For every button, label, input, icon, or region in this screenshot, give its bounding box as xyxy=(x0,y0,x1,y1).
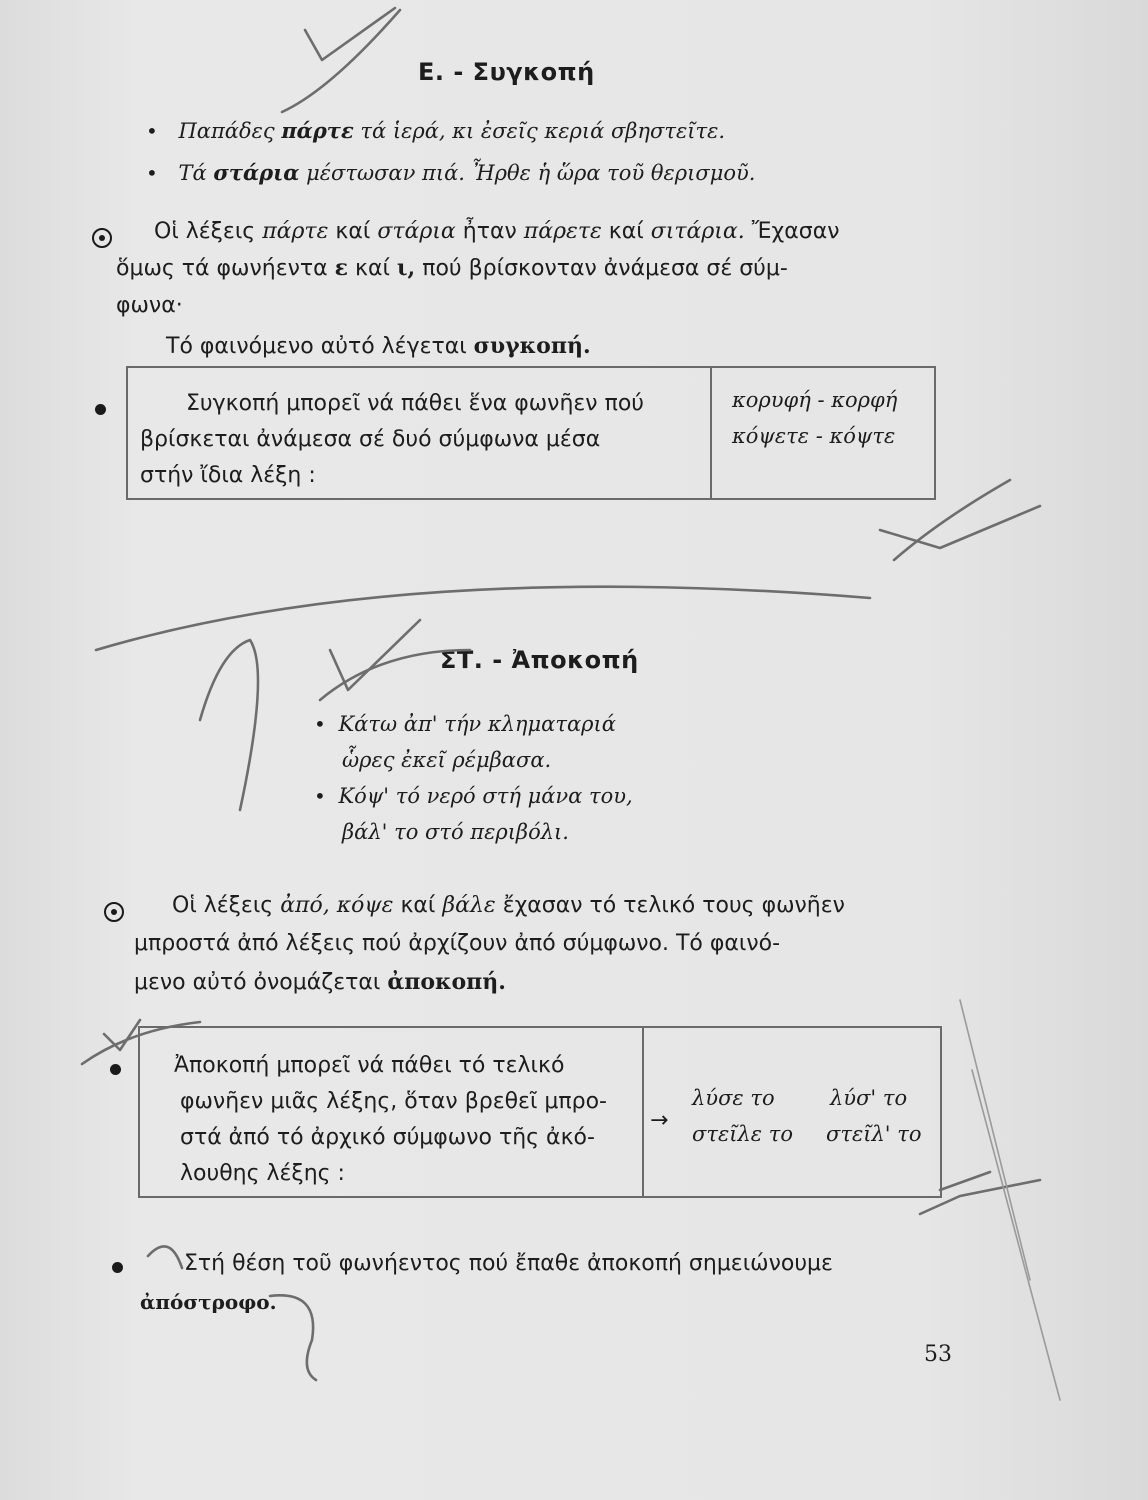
circle-bullet-icon xyxy=(92,228,112,248)
apostrophe-note: Στή θέση τοῦ φωνήεντος πού ἔπαθε ἀποκοπή σημειώνουμε xyxy=(184,1251,833,1276)
example-line: ὧρες ἐκεῖ ρέμβασα. xyxy=(342,748,552,772)
text: Οἱ λέξεις xyxy=(172,893,281,918)
example-text: Κάτω ἀπ' τήν κληματαριά xyxy=(338,712,616,736)
text: ἔχασαν τό τελικό τους φωνῆεν xyxy=(495,893,845,918)
rule-example: κόψετε - κόψτε xyxy=(732,424,896,448)
apostrophe-term: ἀπόστροφο. xyxy=(140,1290,277,1314)
example-text: μέστωσαν πιά. Ἦρθε ἡ ὥρα τοῦ θερισμοῦ. xyxy=(299,161,756,185)
rule-line: Ἀποκοπή μπορεῖ νά πάθει τό τελικό xyxy=(174,1053,565,1078)
explanation-line: μπροστά ἀπό λέξεις πού ἀρχίζουν ἀπό σύμφωνο. Τό φαινό- xyxy=(134,931,781,956)
example-text: Τά xyxy=(178,161,214,185)
example-text: τά ἱερά, κι ἐσεῖς κεριά σβηστεῖτε. xyxy=(353,119,726,143)
explanation-line xyxy=(172,886,845,926)
section-e-heading: Ε. - Συγκοπή xyxy=(418,58,595,86)
italic-word: βάλε xyxy=(442,893,496,918)
italic-word: σιτάρια. xyxy=(650,219,745,244)
rule-example: λύσ' το xyxy=(830,1086,908,1110)
section-st-heading: ΣΤ. - Ἀποκοπή xyxy=(440,646,639,674)
syncope-rule-box xyxy=(126,366,936,500)
example-bold-word: πάρτε xyxy=(281,118,354,143)
text: μενο αὐτό ὀνομάζεται xyxy=(134,970,388,995)
text: καί xyxy=(393,893,443,918)
text: πού βρίσκονταν ἀνάμεσα σέ σύμ- xyxy=(415,256,788,281)
rule-line: Συγκοπή μπορεῖ νά πάθει ἕνα φωνῆεν πού xyxy=(186,391,645,416)
arrow-right-icon: → xyxy=(650,1108,669,1133)
rule-line: στά ἀπό τό ἀρχικό σύμφωνο τῆς ἀκό- xyxy=(180,1125,595,1150)
bold-letter: ε xyxy=(334,255,348,281)
explanation-line xyxy=(134,962,506,1003)
text: ὅμως τά φωνήεντα xyxy=(116,256,335,281)
rule-line: φωνῆεν μιᾶς λέξης, ὅταν βρεθεῖ μπρο- xyxy=(180,1089,607,1114)
term-apocope: ἀποκοπή. xyxy=(387,969,506,995)
example-line xyxy=(314,784,633,808)
italic-word: πάρτε xyxy=(262,219,329,244)
rule-line: βρίσκεται ἀνάμεσα σέ δυό σύμφωνα μέσα xyxy=(140,427,601,452)
text: ἦταν xyxy=(455,219,524,244)
page-number: 53 xyxy=(924,1342,952,1367)
example-text: Παπάδες xyxy=(178,119,282,143)
text: καί xyxy=(601,219,651,244)
italic-word: στάρια xyxy=(377,219,456,244)
bullet: • xyxy=(146,119,158,143)
example-bold-word: στάρια xyxy=(213,160,300,185)
text: Τό φαινόμενο αὐτό λέγεται xyxy=(166,334,474,359)
rule-example: κορυφή - κορφή xyxy=(732,388,898,412)
example-line xyxy=(314,712,616,736)
example-line: βάλ' το στό περιβόλι. xyxy=(342,820,569,844)
rule-line: στήν ἴδια λέξη : xyxy=(140,463,316,488)
explanation-line xyxy=(116,248,788,289)
text: Ἔχασαν xyxy=(744,219,840,244)
italic-word: ἀπό, κόψε xyxy=(280,893,394,918)
bullet-icon xyxy=(112,1262,123,1273)
rule-example: στεῖλε το xyxy=(692,1122,793,1146)
bullet-icon xyxy=(110,1064,121,1075)
example-line xyxy=(146,160,755,185)
circle-bullet-icon xyxy=(104,902,124,922)
text: καί xyxy=(328,219,378,244)
box-divider xyxy=(710,368,712,498)
example-line xyxy=(146,118,725,143)
box-divider xyxy=(642,1028,644,1196)
rule-line: λουθης λέξης : xyxy=(180,1161,345,1186)
rule-example: λύσε το xyxy=(692,1086,775,1110)
explanation-line xyxy=(154,212,840,252)
bullet: • xyxy=(146,161,158,185)
rule-example: στεῖλ' το xyxy=(826,1122,922,1146)
italic-word: πάρετε xyxy=(523,219,602,244)
bold-letter: ι, xyxy=(396,255,416,281)
bullet: • xyxy=(314,784,326,808)
text: καί xyxy=(348,256,397,281)
definition-line xyxy=(166,326,591,367)
explanation-line: φωνα· xyxy=(116,293,183,318)
example-text: Κόψ' τό νερό στή μάνα του, xyxy=(338,784,633,808)
apocope-rule-box xyxy=(138,1026,942,1198)
bullet-icon xyxy=(95,404,106,415)
term-syncope: συγκοπή. xyxy=(473,333,591,359)
bullet: • xyxy=(314,712,326,736)
text: Οἱ λέξεις xyxy=(154,219,263,244)
